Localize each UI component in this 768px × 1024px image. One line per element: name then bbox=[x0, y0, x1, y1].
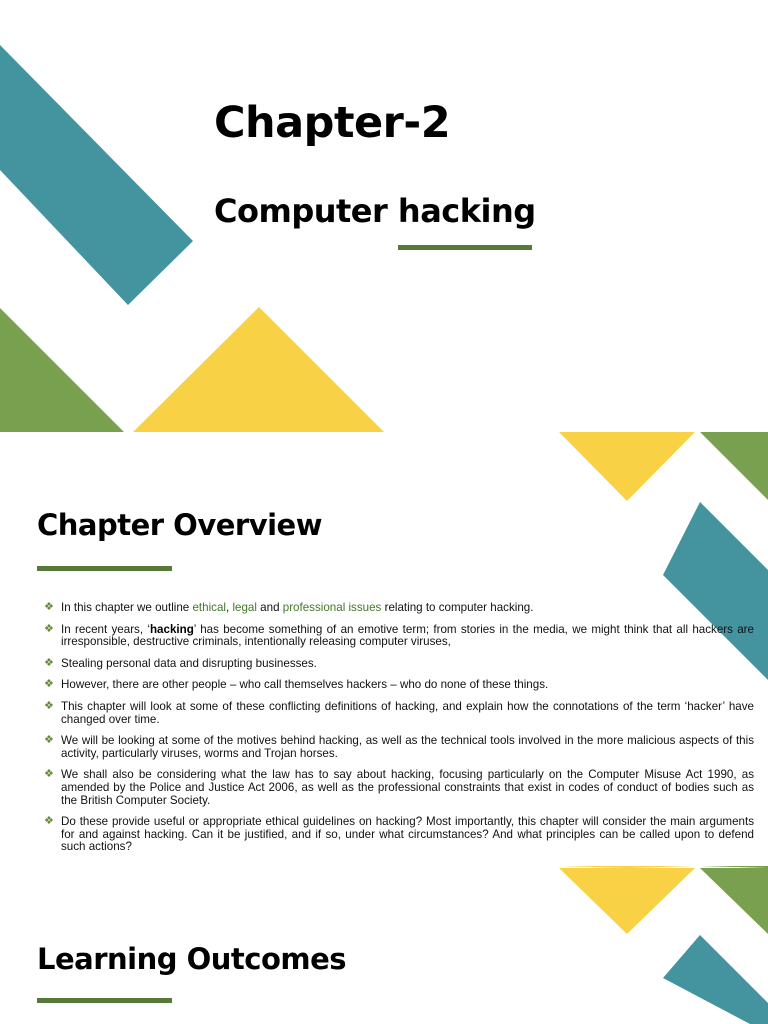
highlight-professional-issues: professional issues bbox=[282, 601, 382, 614]
learning-outcomes-heading: Learning Outcomes bbox=[37, 942, 347, 976]
list-item: ❖ However, there are other people – who call themselves hackers – who do none of these things. bbox=[44, 678, 549, 692]
list-item: ❖ Stealing personal data and disrupting businesses. bbox=[44, 656, 317, 670]
highlight-legal: legal bbox=[232, 601, 257, 614]
title-underline bbox=[398, 245, 532, 250]
list-item: ❖ This chapter will look at some of these conflicting definitions of hacking, and explain how the connotations of the term ‘hacker’ have changed over time. bbox=[44, 699, 754, 726]
learning-outcomes-slide bbox=[0, 868, 768, 1024]
overview-bullet-list bbox=[44, 602, 754, 863]
diamond-bullet-icon: ❖ bbox=[44, 699, 54, 712]
yellow-triangle bbox=[133, 307, 384, 432]
list-item: ❖ In this chapter we outline ethical, legal and professional issues relating to computer hacking. bbox=[44, 601, 534, 614]
yellow-down-triangle bbox=[559, 432, 695, 501]
list-item: ❖ We shall also be considering what the law has to say about hacking, focusing particularly on the Computer Misuse Act 1990, as amended by the Police and Justice Act 2006, as well as the professional constraints that exist in codes of conduct of bodies such as the British Computer Society. bbox=[44, 768, 754, 807]
learning-outcomes-underline bbox=[37, 998, 172, 1003]
diamond-bullet-icon: ❖ bbox=[44, 601, 54, 613]
diamond-bullet-icon: ❖ bbox=[44, 815, 54, 828]
overview-heading: Chapter Overview bbox=[37, 508, 323, 542]
teal-diagonal-band bbox=[663, 935, 768, 1024]
green-corner-triangle bbox=[700, 868, 768, 934]
list-item: ❖ In recent years, ‘hacking’ has become something of an emotive term; from stories in the media, we might think that all hackers are irresponsible, destructive criminals, intentionally releasing computer viruses, bbox=[44, 622, 754, 649]
green-corner-triangle bbox=[0, 308, 124, 432]
chapter-title: Computer hacking bbox=[214, 192, 536, 230]
green-corner-triangle bbox=[700, 432, 768, 500]
list-item: ❖ Do these provide useful or appropriate ethical guidelines on hacking? Most importantly, this chapter will consider the main arguments for and against hacking. Can it be justified, and if so, under what circumstances? And what principles can be called upon to defend such actions? bbox=[44, 815, 754, 854]
diamond-bullet-icon: ❖ bbox=[44, 768, 54, 781]
diamond-bullet-icon: ❖ bbox=[44, 656, 54, 669]
overview-underline bbox=[37, 566, 172, 571]
teal-diagonal-band bbox=[0, 45, 193, 305]
diamond-bullet-icon: ❖ bbox=[44, 678, 54, 691]
bold-hacking: hacking bbox=[149, 622, 194, 636]
list-item: ❖ We will be looking at some of the motives behind hacking, as well as the technical tools involved in the more malicious aspects of this activity, particularly viruses, worms and Trojan horses. bbox=[44, 734, 754, 760]
diamond-bullet-icon: ❖ bbox=[44, 622, 54, 635]
diamond-bullet-icon: ❖ bbox=[44, 734, 54, 747]
chapter-label: Chapter-2 bbox=[214, 98, 451, 148]
title-slide bbox=[0, 0, 768, 432]
highlight-ethical: ethical bbox=[192, 601, 226, 614]
yellow-down-triangle bbox=[559, 868, 695, 934]
overview-slide bbox=[0, 432, 768, 868]
